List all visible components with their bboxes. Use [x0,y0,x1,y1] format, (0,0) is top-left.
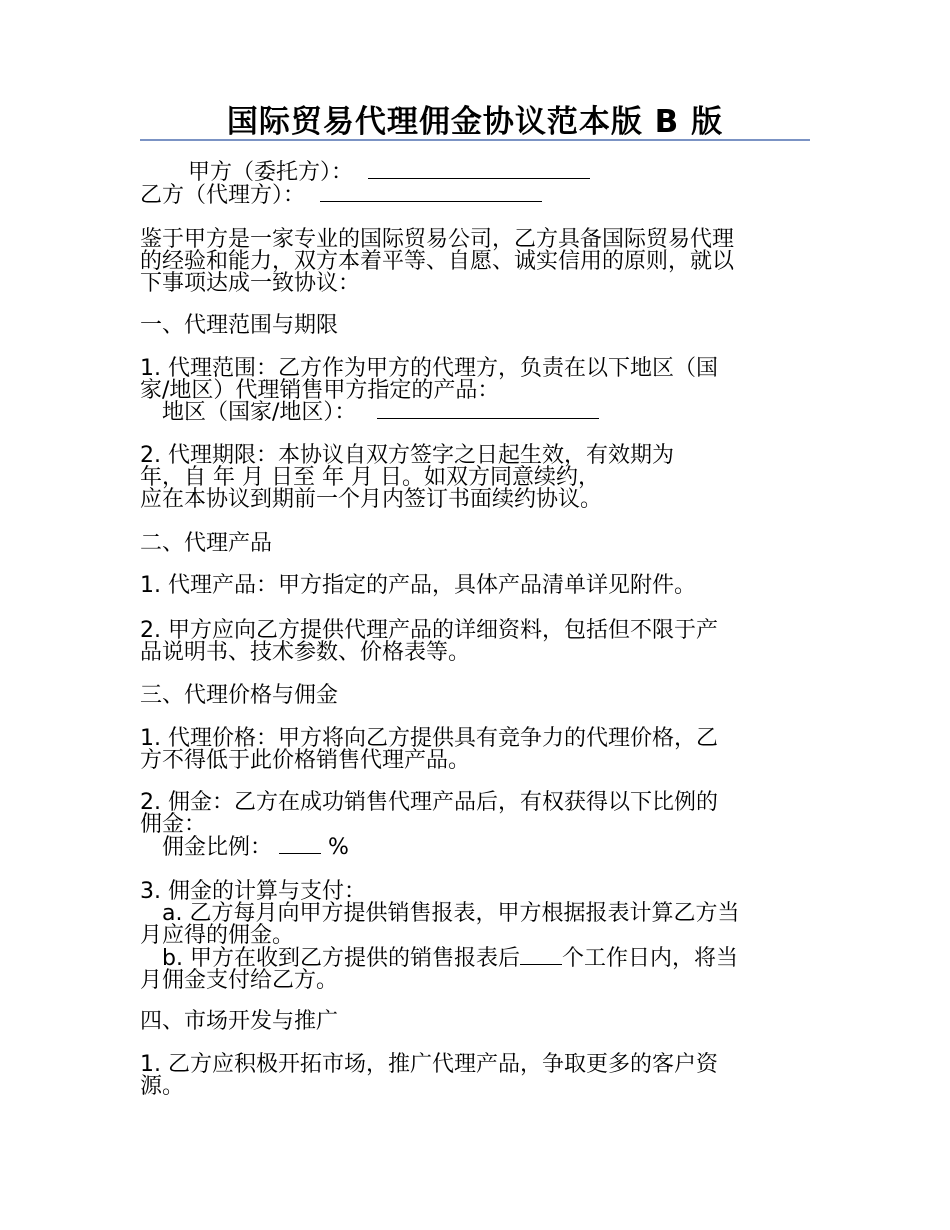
section-heading-4: 四、市场开发与推广 [140,1009,339,1034]
s3-item-1-line: 方不得低于此价格销售代理产品。 [140,748,471,773]
s1-item-1-line: 家/地区）代理销售甲方指定的产品： [140,378,500,403]
workdays-blank[interactable] [520,946,562,965]
section-heading-2: 二、代理产品 [140,531,273,556]
region-line [162,400,599,426]
s3-item-3a [140,903,810,947]
party-a-label: 甲方（委托方）： [188,160,354,185]
document-title: 国际贸易代理佣金协议范本版 B 版 [226,104,724,140]
s3-item-1 [140,728,810,772]
s2-item-2 [140,620,810,664]
s3-item-3b-pre: b. 甲方在收到乙方提供的销售报表后 [162,946,520,971]
s3-item-3b [140,946,810,992]
region-label: 地区（国家/地区）： [162,400,357,425]
preamble-line: 鉴于甲方是一家专业的国际贸易公司，乙方具备国际贸易代理 [140,227,735,252]
s1-item-2-line: 年，自 年 月 日至 年 月 日。如双方同意续约， [140,465,600,490]
commission-rate-blank[interactable] [279,835,321,854]
s3-item-2-line: 2. 佣金：乙方在成功销售代理产品后，有权获得以下比例的 [140,790,718,815]
s1-item-2-line: 2. 代理期限：本协议自双方签字之日起生效，有效期为 [140,443,674,468]
s4-item-1-line: 1. 乙方应积极开拓市场，推广代理产品，争取更多的客户资 [140,1052,718,1077]
preamble-line: 的经验和能力，双方本着平等、自愿、诚实信用的原则，就以 [140,249,735,274]
party-b-label: 乙方（代理方）： [140,183,306,208]
s3-item-3b-line2: 月佣金支付给乙方。 [140,968,339,993]
s1-item-1 [140,358,810,402]
section-heading-1: 一、代理范围与期限 [140,313,339,338]
commission-rate-label: 佣金比例： [162,835,273,860]
s1-item-1-line: 1. 代理范围：乙方作为甲方的代理方，负责在以下地区（国 [140,356,718,381]
s3-item-3a-line: a. 乙方每月向甲方提供销售报表，甲方根据报表计算乙方当 [162,901,740,926]
s1-item-2 [140,445,810,511]
preamble-line: 下事项达成一致协议： [140,271,361,296]
commission-rate-line [162,835,349,861]
s1-item-2-line: 应在本协议到期前一个月内签订书面续约协议。 [140,487,603,512]
title-underline [140,139,810,141]
s3-item-2 [140,792,810,836]
region-blank[interactable] [377,400,599,419]
party-b-blank[interactable] [320,183,542,202]
s3-item-3b-post: 个工作日内，将当 [561,946,738,971]
s3-item-3a-line: 月应得的佣金。 [140,923,295,948]
percent-sign: % [328,835,349,860]
s4-item-1 [140,1054,810,1098]
s3-item-3: 3. 佣金的计算与支付： [140,879,366,904]
s4-item-1-line: 源。 [140,1074,185,1099]
s3-item-2-line: 佣金： [140,812,207,837]
s3-item-3b-line1 [140,946,810,970]
section-heading-3: 三、代理价格与佣金 [140,683,339,708]
s2-item-1: 1. 代理产品：甲方指定的产品，具体产品清单详见附件。 [140,573,696,598]
party-a-blank[interactable] [368,160,590,179]
s2-item-2-line: 品说明书、技术参数、价格表等。 [140,640,471,665]
s2-item-2-line: 2. 甲方应向乙方提供代理产品的详细资料，包括但不限于产 [140,618,718,643]
party-b-line [140,183,542,209]
s3-item-1-line: 1. 代理价格：甲方将向乙方提供具有竞争力的代理价格，乙 [140,726,718,751]
preamble [140,229,810,295]
